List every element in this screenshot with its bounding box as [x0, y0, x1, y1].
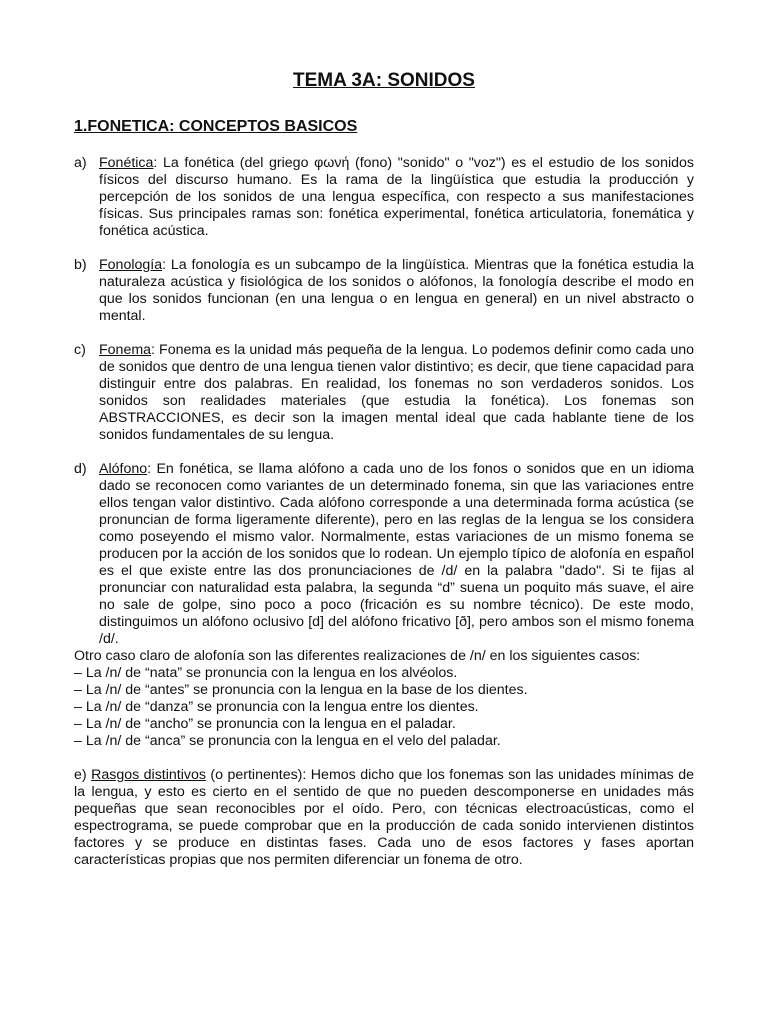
definition-item-alofono [74, 461, 694, 648]
allophony-case: – La /n/ de “anca” se pronuncia con la lengua en el velo del paladar. [74, 733, 501, 749]
term-fonetica: Fonética [99, 155, 154, 171]
page-title: TEMA 3A: SONIDOS [293, 70, 475, 91]
allophony-case: – La /n/ de “nata” se pronuncia con la lengua en los alvéolos. [74, 665, 458, 681]
term-fonema: Fonema [99, 342, 152, 358]
definition-text [99, 342, 694, 444]
item-marker: e) [74, 767, 87, 783]
definition-text [99, 461, 694, 648]
term-fonologia: Fonología [99, 257, 163, 273]
item-marker: c) [74, 342, 86, 358]
document-body [74, 155, 694, 869]
term-rasgos-distintivos: Rasgos distintivos [91, 767, 206, 783]
term-alofono: Alófono [99, 461, 148, 477]
item-marker: d) [74, 461, 87, 477]
allophony-case: – La /n/ de “danza” se pronuncia con la lengua entre los dientes. [74, 699, 479, 715]
definition-item-rasgos [74, 767, 694, 869]
allophony-case: – La /n/ de “antes” se pronuncia con la lengua en la base de los dientes. [74, 682, 528, 698]
definition-text [99, 155, 694, 240]
item-marker: a) [74, 155, 87, 171]
definition-body: : En fonética, se llama alófono a cada uno de los fonos o sonidos que en un idioma dado se reconocen como variantes de un determinado fonema, sin que las variaciones entre ellos tengan valor distintivo. Cada alófono corresponde a una determinada forma acústica (se pronuncian de forma ligeramente diferente), pero en las reglas de la lengua se los considera como poseyendo el mismo valor. Normalmente, estas variaciones de un mismo fonema se producen por la acción de los sonidos que lo rodean. Un ejemplo típico de alofonía en español es el que existe entre las dos pronunciaciones de /d/ en la palabra "dado". Si te fijas al pronunciar con naturalidad esta palabra, la segunda “d” suena un poquito más suave, el aire no sale de golpe, sino poco a poco (fricación es su nombre técnico). De este modo, distinguimos un alófono oclusivo [d] del alófono fricativo [ð], pero ambos son el mismo fonema /d/. [99, 461, 694, 647]
item-marker: b) [74, 257, 87, 273]
section-heading: 1.FONETICA: CONCEPTOS BASICOS [74, 118, 358, 135]
allophony-cases-list [74, 665, 694, 750]
definition-item-fonetica [74, 155, 694, 240]
allophony-case: – La /n/ de “ancho” se pronuncia con la lengua en el paladar. [74, 716, 456, 732]
definition-body: : La fonética (del griego φωνή (fono) "sonido" o "voz") es el estudio de los sonidos físicos del discurso humano. Es la rama de la lingüística que estudia la producción y percepción de los sonidos de una lengua específica, con respecto a sus manifestaciones físicas. Sus principales ramas son: fonética experimental, fonética articulatoria, fonemática y fonética acústica. [99, 155, 694, 239]
allophony-intro: Otro caso claro de alofonía son las diferentes realizaciones de /n/ en los siguientes casos: [74, 648, 641, 664]
definition-body: (o pertinentes): Hemos dicho que los fonemas son las unidades mínimas de la lengua, y esto es cierto en el sentido de que no pueden descomponerse en unidades más pequeñas que sean reconocibles por el oído. Pero, con técnicas electroacústicas, como el espectrograma, se puede comprobar que en la producción de cada sonido intervienen distintos factores y se produce en distintas fases. Cada uno de esos factores y fases aportan características propias que nos permiten diferenciar un fonema de otro. [74, 767, 694, 868]
definition-item-fonologia [74, 257, 694, 325]
definition-body: : Fonema es la unidad más pequeña de la lengua. Lo podemos definir como cada uno de sonidos que dentro de una lengua tienen valor distintivo; es decir, que tiene capacidad para distinguir entre dos palabras. En realidad, los fonemas no son verdaderos sonidos. Los sonidos son realidades materiales (que estudia la fonética). Los fonemas son ABSTRACCIONES, es decir son la imagen mental ideal que cada hablante tiene de los sonidos fundamentales de su lengua. [99, 342, 694, 443]
definition-item-fonema [74, 342, 694, 444]
definition-body: : La fonología es un subcampo de la lingüística. Mientras que la fonética estudia la naturaleza acústica y fisiológica de los sonidos o alófonos, la fonología describe el modo en que los sonidos funcionan (en una lengua o en lengua en general) en un nivel abstracto o mental. [99, 257, 694, 324]
definition-text [99, 257, 694, 325]
